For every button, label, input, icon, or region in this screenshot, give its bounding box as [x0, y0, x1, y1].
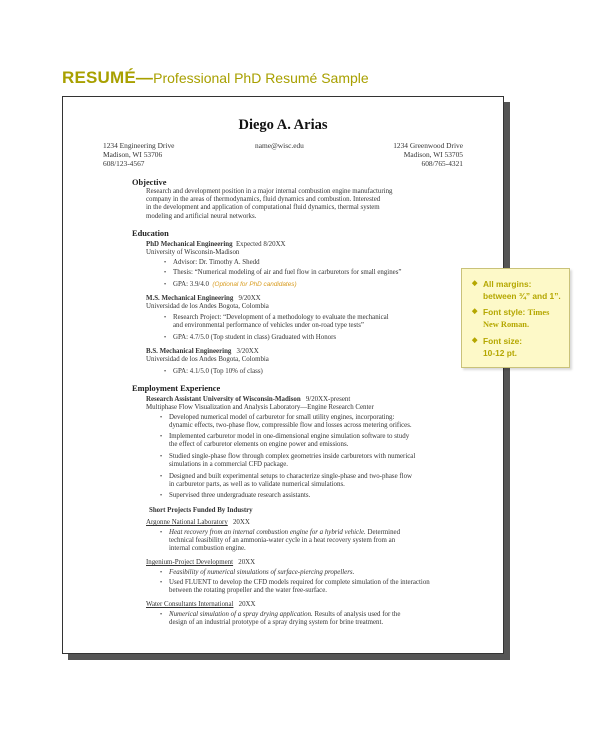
email: name@wisc.edu [255, 141, 304, 150]
project-date: 20XX [238, 601, 256, 608]
project-date: 20XX [238, 559, 256, 566]
tip-font-style-value: New Roman. [483, 320, 530, 329]
bs-date: 3/20XX [236, 348, 259, 355]
ms-date: 9/20XX [238, 295, 261, 302]
right-address-line: 1234 Greenwood Drive [393, 141, 463, 150]
bullet-dot-icon: • [160, 530, 163, 536]
ms-project-line: Research Project: “Development of a methodology to evaluate the mechanical [173, 314, 389, 321]
left-address-line: 1234 Engineering Drive [103, 141, 175, 150]
page-title [62, 68, 369, 88]
project-org: Water Consultants International [146, 601, 234, 608]
employment-line: Implemented carburetor model in one-dimensional engine simulation software to study [169, 433, 410, 440]
employment-line: simulations in a commercial CFD package. [169, 461, 289, 469]
employment-bullet [160, 492, 311, 500]
project-org: Ingenium-Project Development [146, 559, 234, 566]
formatting-tips-callout [461, 268, 570, 368]
project-bullet [160, 529, 401, 554]
employment-bullet [160, 453, 416, 469]
education-heading: Education [132, 229, 169, 238]
ms-bullet [164, 314, 389, 330]
employment-line: the effect of carburetor elements on engine power and emissions. [169, 441, 349, 449]
employment-bullet [160, 433, 410, 449]
role-title: Research Assistant University of Wisconsin-Madison [146, 396, 301, 403]
tip-margins [472, 279, 532, 289]
phd-expected: Expected 8/20XX [235, 241, 286, 248]
candidate-name: Diego A. Arias [238, 117, 328, 133]
employment-bullet [160, 414, 412, 430]
left-address [103, 141, 174, 168]
project-line: Used FLUENT to develop the CFD models required for complete simulation of the interaction [169, 579, 430, 586]
phd-degree: PhD Mechanical Engineering [146, 241, 233, 248]
bullet-dot-icon: • [164, 270, 167, 276]
tip-text: All margins: [483, 279, 532, 289]
ms-bullet [164, 334, 337, 342]
left-address-line: 608/123-4567 [103, 159, 145, 168]
diamond-icon: ◆ [472, 280, 478, 287]
diamond-icon: ◆ [472, 337, 478, 344]
bullet-dot-icon: • [160, 612, 163, 618]
title-bold: RESUMÉ— [62, 68, 154, 87]
left-address-line: Madison, WI 53706 [103, 150, 163, 159]
phd-school: University of Wisconsin-Madison [146, 249, 240, 256]
tip-font-size [472, 336, 523, 346]
project-date: 20XX [232, 519, 250, 526]
bullet-dot-icon: • [160, 434, 163, 440]
bullet-dot-icon: • [160, 415, 163, 421]
project-org: Argonne National Laboratory [146, 519, 228, 526]
lab-name: Multiphase Flow Visualization and Analysis Laboratory—Engine Research Center [146, 404, 374, 411]
project-org-line [146, 559, 255, 567]
objective-line: Research and development position in a major internal combustion engine manufacturing [146, 188, 393, 195]
phd-bullet [164, 269, 402, 277]
ms-degree: M.S. Mechanical Engineering [146, 295, 234, 302]
employment-line: Developed numerical model of carburetor for small utility engines, incorporating: [169, 414, 395, 421]
phd-gpa-note: (Optional for PhD candidates) [212, 281, 297, 288]
bullet-dot-icon: • [160, 454, 163, 460]
project-title: Numerical simulation of a spray drying application. [169, 611, 313, 618]
bs-degree-line [146, 348, 259, 356]
project-line: technical feasibility of an ammonia-water cycle in a heat recovery system from an [169, 537, 396, 545]
title-rest: Professional PhD Resumé Sample [153, 70, 369, 86]
project-line: design of an industrial prototype of a spray drying system for brine treatment. [169, 619, 384, 627]
project-line: between the rotating propeller and the water free-surface. [169, 587, 328, 595]
tip-text: Font size: [483, 336, 523, 346]
tip-margins-value: between ¾” and 1”. [483, 291, 561, 301]
objective-line: in the development and application of computational fluid dynamics, thermal system [146, 204, 380, 212]
employment-bullet [160, 473, 413, 489]
objective-line: company in the areas of thermodynamics, fluid dynamics and combustion. Interested [146, 196, 381, 204]
bullet-dot-icon: • [160, 474, 163, 480]
project-bullet [160, 569, 355, 577]
phd-bullet [164, 281, 297, 289]
ms-gpa: GPA: 4.7/5.0 (Top student in class) Graduated with Honors [173, 334, 337, 341]
project-title: Feasibility of numerical simulations of surface-piercing propellers. [169, 569, 355, 576]
right-address-line: Madison, WI 53705 [403, 150, 463, 159]
bs-degree: B.S. Mechanical Engineering [146, 348, 232, 355]
bullet-dot-icon: • [160, 493, 163, 499]
project-line: internal combustion engine. [169, 545, 246, 553]
bullet-dot-icon: • [164, 260, 167, 266]
project-bullet [160, 579, 430, 595]
phd-advisor: Advisor: Dr. Timothy A. Shedd [173, 259, 260, 266]
phd-gpa: GPA: 3.9/4.0 [173, 281, 209, 288]
bs-bullet [164, 368, 263, 376]
objective-line: modeling and artificial neural networks. [146, 212, 257, 220]
phd-bullet [164, 259, 260, 267]
project-line: Results of analysis used for the [312, 611, 401, 618]
phd-degree-line [146, 241, 286, 249]
employment-line: Designed and built experimental setups to characterize single-phase and two-phase flow [169, 473, 413, 480]
bullet-dot-icon: • [164, 282, 167, 288]
role-line [146, 396, 350, 404]
employment-line: Supervised three undergraduate research assistants. [169, 492, 311, 499]
bullet-dot-icon: • [164, 335, 167, 341]
employment-line: dynamic effects, two-phase flow, compressible flow and losses across metering orifices. [169, 422, 412, 430]
project-org-line [146, 601, 255, 609]
objective-heading: Objective [132, 178, 167, 187]
objective-text [146, 188, 392, 221]
phd-thesis: Thesis: “Numerical modeling of air and fuel flow in carburetors for small engines” [173, 269, 402, 276]
tip-text: Times [527, 308, 550, 317]
ms-school: Universidad de los Andes Bogota, Colombia [146, 303, 269, 310]
tip-font-size-value: 10-12 pt. [483, 348, 517, 358]
role-date: 9/20XX-present [305, 396, 351, 403]
bullet-dot-icon: • [164, 315, 167, 321]
bullet-dot-icon: • [160, 570, 163, 576]
ms-degree-line [146, 295, 261, 303]
diamond-icon: ◆ [472, 308, 478, 315]
employment-line: in carburetor parts, as well as to validate numerical simulations. [169, 481, 345, 489]
ms-project-line: and environmental performance of vehicles under on-road type tests” [173, 322, 364, 330]
tip-text: Font style: [483, 307, 526, 317]
project-title: Heat recovery from an internal combustion engine for a hybrid vehicle. [169, 529, 366, 536]
bs-school: Universidad de los Andes Bogota, Colombia [146, 356, 269, 363]
project-org-line [146, 519, 250, 527]
projects-heading: Short Projects Funded By Industry [149, 507, 253, 514]
project-bullet [160, 611, 401, 627]
resume-sheet [62, 96, 504, 654]
bullet-dot-icon: • [164, 369, 167, 375]
tip-font-style [472, 307, 550, 317]
bullet-dot-icon: • [160, 580, 163, 586]
project-line: Determined [365, 529, 401, 536]
employment-line: Studied single-phase flow through complex geometries inside carburetors with numerical [169, 453, 416, 460]
bs-gpa: GPA: 4.1/5.0 (Top 10% of class) [173, 368, 263, 375]
employment-heading: Employment Experience [132, 384, 221, 393]
right-address-line: 608/765-4321 [421, 159, 463, 168]
right-address [393, 141, 463, 168]
